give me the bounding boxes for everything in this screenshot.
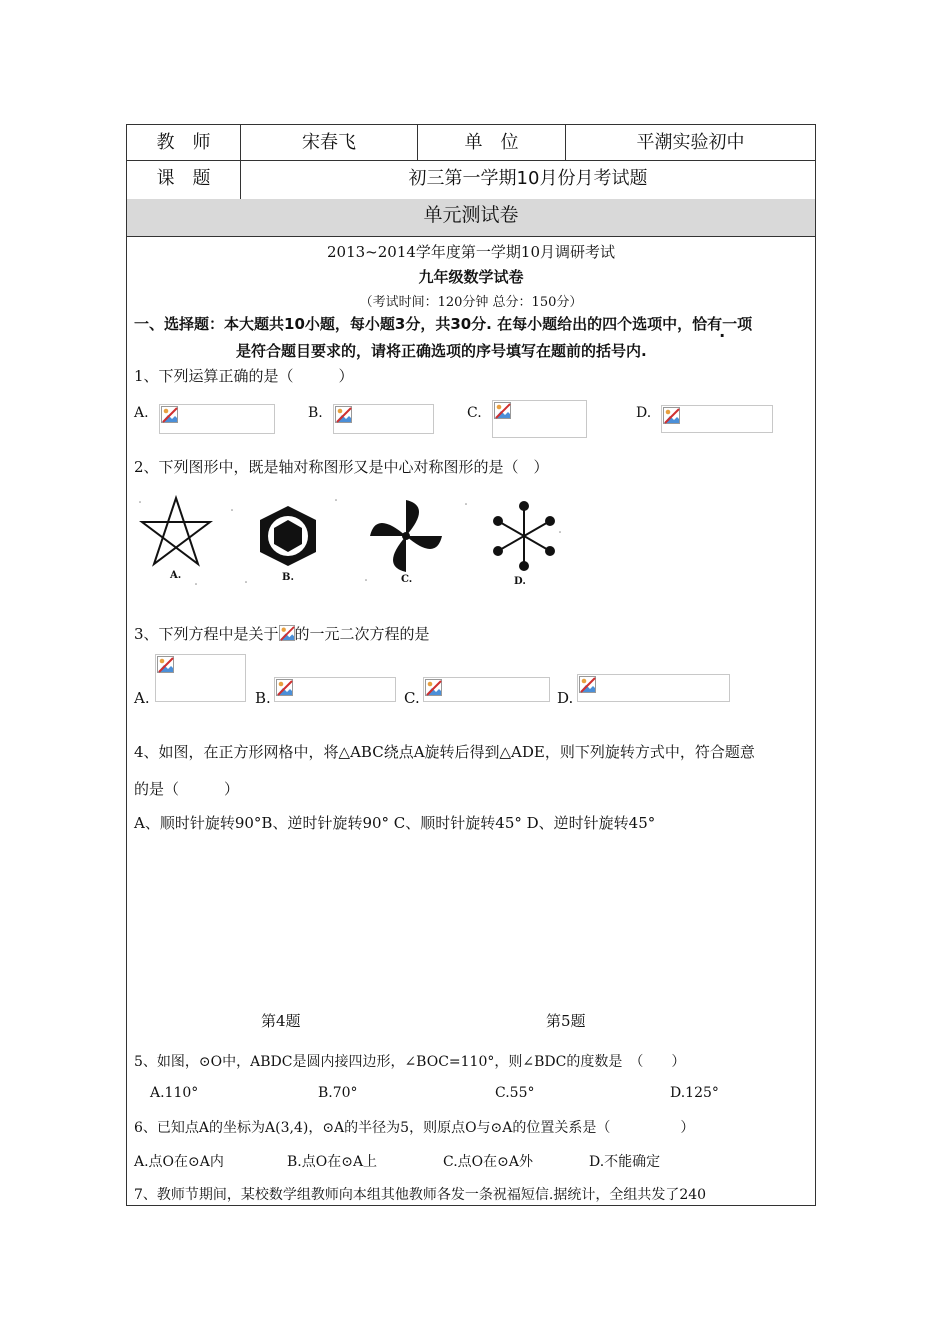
exam-term-line: 2013~2014学年度第一学期10月调研考试 [326,243,615,261]
q1-option-c-label: C. [467,405,482,421]
broken-image-icon [161,406,178,423]
section1-emphasis: 恰有一项 [692,315,753,333]
broken-image-icon [425,679,442,696]
q6-option-a: A.点O在⊙A内 [134,1154,224,1170]
broken-image-icon [279,625,295,641]
broken-image-icon [663,407,680,424]
q2-label-c: C. [401,574,413,585]
row-divider [126,160,816,161]
q5-option-d: D.125° [670,1085,719,1101]
question-4-options: A、顺时针旋转90°B、逆时针旋转90° C、顺时针旋转45° D、逆时针旋转45° [134,814,656,832]
unit-label: 单 位 [464,132,519,153]
broken-image-icon [157,656,174,673]
unit-value: 平潮实验初中 [636,132,745,153]
hexagon-figure [260,506,316,566]
exam-title: 九年级数学试卷 [418,268,524,286]
q2-figures [136,492,566,592]
row-divider [126,236,816,237]
broken-image-icon [579,676,596,693]
q3-option-a-label: A. [134,689,150,707]
pinwheel-figure [370,500,442,572]
topic-value: 初三第一学期10月份月考试题 [408,168,648,189]
q2-label-d: D. [514,576,526,587]
broken-image-icon [276,679,293,696]
q1-option-a-label: A. [134,405,149,421]
broken-image-icon [494,402,511,419]
figure-5-caption: 第5题 [546,1012,586,1030]
q6-option-b: B.点O在⊙A上 [287,1154,378,1170]
star-figure [142,498,210,564]
teacher-value: 宋春飞 [302,132,356,153]
q5-option-c: C.55° [495,1085,535,1101]
question-5: 5、如图，⊙O中，ABDC是圆内接四边形，∠BOC=110°，则∠BDC的度数是 （ ） [134,1054,686,1070]
question-6: 6、已知点A的坐标为A(3,4)，⊙A的半径为5，则原点O与⊙A的位置关系是（ ） [134,1120,695,1136]
section1-instructions-line2: 是符合题目要求的，请将正确选项的序号填写在题前的括号内. [236,342,647,360]
question-2: 2、下列图形中，既是轴对称图形又是中心对称图形的是（ ） [134,458,549,476]
q3-option-d-image [577,674,730,702]
q2-label-a: A. [170,570,182,581]
question-3 [134,623,430,644]
q3-option-b-label: B. [255,689,271,707]
q1-option-d-label: D. [636,405,652,421]
q3-option-c-image [423,677,550,702]
figure-4-caption: 第4题 [261,1012,301,1030]
q3-option-d-label: D. [557,689,574,707]
question-7: 7、教师节期间，某校数学组教师向本组其他教师各发一条祝福短信.据统计，全组共发了240 [134,1187,707,1203]
teacher-label: 教 师 [156,132,211,153]
question-1: 1、下列运算正确的是（ ） [134,367,354,385]
q3-variable-image [279,625,295,641]
q5-option-a: A.110° [150,1085,199,1101]
q6-option-c: C.点O在⊙A外 [443,1154,533,1170]
exam-info: （考试时间：120分钟 总分：150分） [359,295,583,310]
snowflake-figure [494,502,554,570]
section1-instructions-line1 [134,313,814,334]
q5-option-b: B.70° [318,1085,358,1101]
q2-label-b: B. [282,572,294,583]
question-4-line2: 的是（ ） [134,780,240,798]
q3-text-b: 的一元二次方程的是 [294,625,430,643]
section-banner: 单元测试卷 [127,199,815,236]
section1-text: 一、选择题：本大题共10小题，每小题3分，共30分. 在每小题给出的四个选项中， [134,315,693,333]
topic-label: 课 题 [156,168,211,189]
q1-option-b-label: B. [308,405,323,421]
q3-option-c-label: C. [404,689,420,707]
broken-image-icon [335,406,352,423]
q6-option-d: D.不能确定 [589,1154,661,1170]
question-4-line1: 4、如图，在正方形网格中，将△ABC绕点A旋转后得到△ADE，则下列旋转方式中，符合题意 [134,743,755,761]
q3-text-a: 3、下列方程中是关于 [134,625,279,643]
